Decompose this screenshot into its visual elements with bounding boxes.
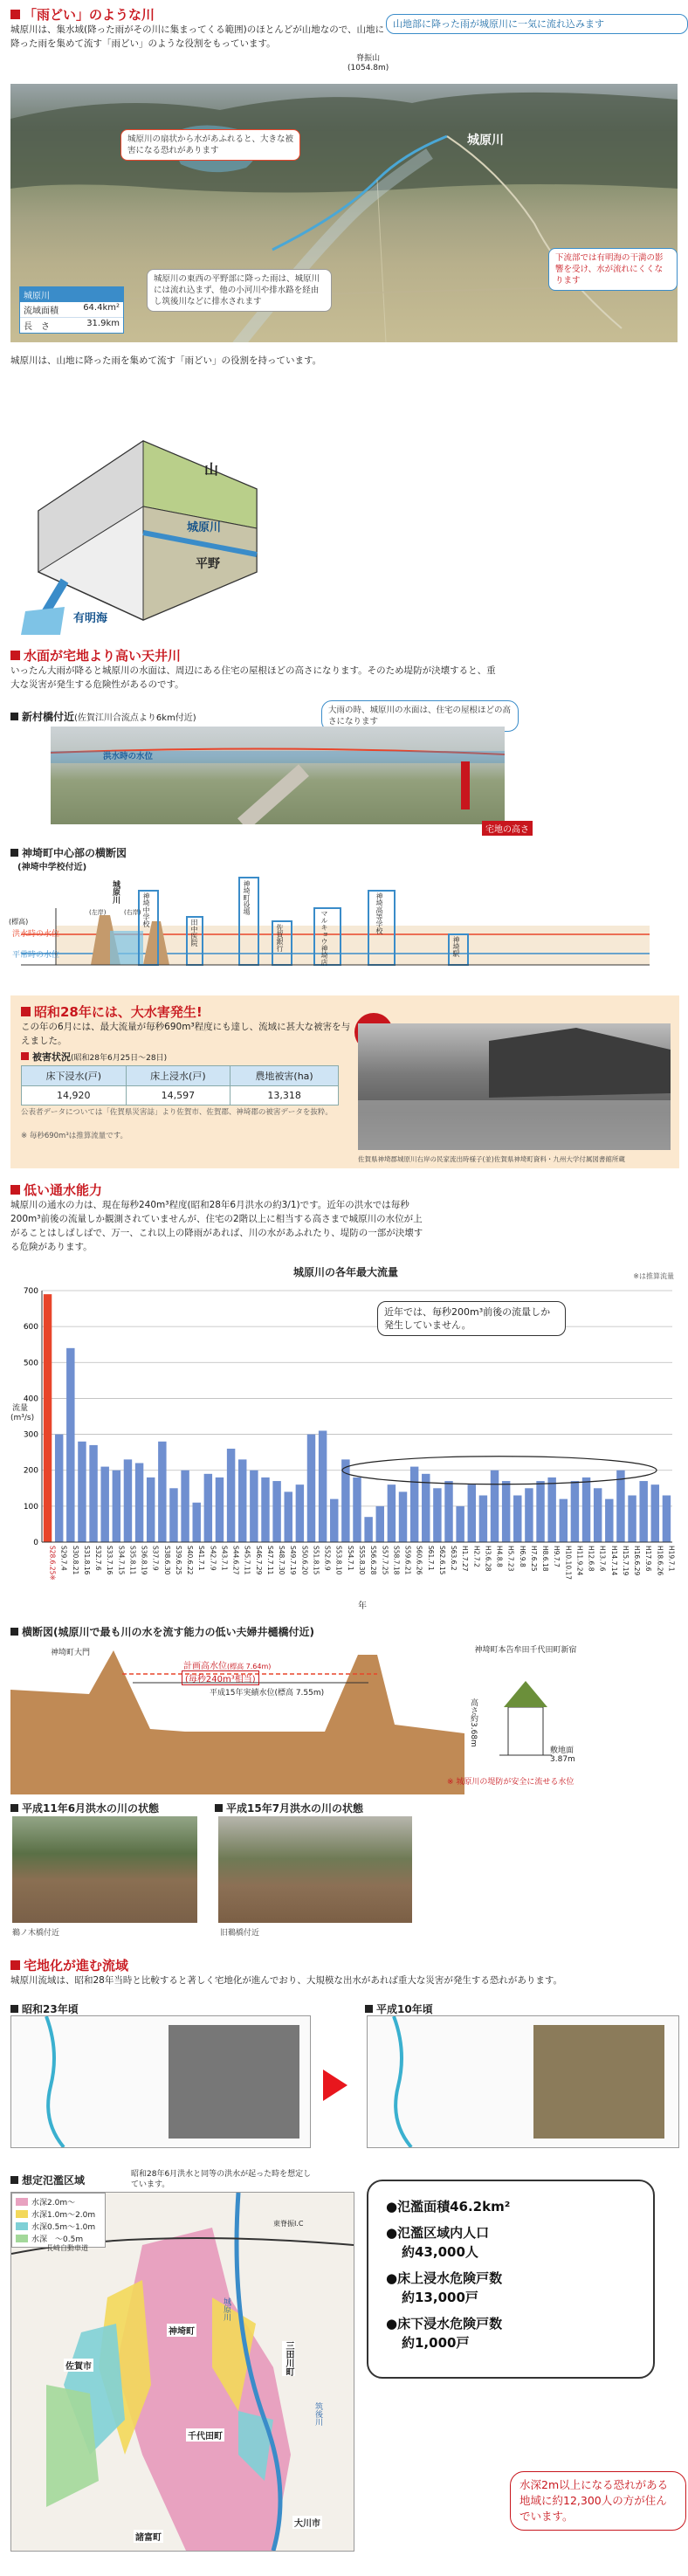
building-1: 田中医院	[190, 919, 198, 947]
damage-note-0: 公表者データについては「佐賀県災害誌」より佐賀市、佐賀郡、神埼郡の被害データを抜粋。	[21, 1108, 333, 1117]
chart-bar	[261, 1477, 269, 1542]
kanzaki-river-label: 城原川	[111, 880, 120, 904]
house-label-sea: 有明海	[73, 612, 108, 625]
red-callout: 水深2m以上になる恐れがある地域に約12,300人の方が住んでいます。	[510, 2471, 686, 2531]
chart-bar	[536, 1481, 544, 1542]
x-tick-label: S47.7.11	[265, 1546, 274, 1575]
chart-bar	[491, 1471, 499, 1542]
flood-map	[10, 2192, 354, 2552]
chart-bar	[169, 1488, 177, 1542]
stat-population-value: 約43,000人	[402, 2244, 478, 2260]
stats-header: 城原川	[20, 287, 123, 302]
chart-bar	[227, 1449, 235, 1542]
legend-item: 水深 〜0.5m	[16, 2233, 101, 2244]
damage-header: 床下浸水(戸)	[22, 1066, 127, 1086]
section-title-tenjo: 水面が宅地より高い天井川	[10, 646, 181, 665]
damage-value: 14,597	[126, 1086, 230, 1105]
x-tick-label: H3.6.28	[484, 1546, 492, 1572]
mountain-label: 脊振山 (1054.8m)	[347, 54, 389, 72]
aerial-caption: 城原川は、山地に降った雨を集めて流す「雨どい」の役割を持っています。	[10, 355, 322, 366]
subtitle-damage: 被害状況(昭和28年6月25日〜28日)	[21, 1050, 167, 1064]
chart-bar	[444, 1481, 452, 1542]
chart-bar	[55, 1435, 63, 1542]
y-tick-label: 200	[23, 1466, 38, 1476]
x-tick-label: S63.6.2	[450, 1546, 458, 1571]
chart-bar	[560, 1499, 568, 1542]
chart-bar	[238, 1459, 246, 1542]
x-tick-label: S42.7.9	[209, 1546, 217, 1571]
chart-bar	[181, 1471, 189, 1542]
photo2-title: 平成15年7月洪水の川の状態	[215, 1801, 363, 1815]
x-tick-label: S36.8.19	[140, 1546, 148, 1575]
x-tick-label: S29.7.4	[59, 1546, 68, 1571]
chart-ylabel: 流量(m³/s)	[10, 1404, 35, 1422]
x-tick-label: S57.7.25	[381, 1546, 389, 1575]
house-diagram	[12, 406, 274, 637]
map-new-title: 平成10年頃	[365, 2001, 433, 2016]
legend-swatch	[16, 2235, 28, 2242]
x-tick-label: H13.7.6	[598, 1546, 607, 1572]
x-tick-label: H9.7.7	[553, 1546, 561, 1567]
arrow-right-icon	[323, 2070, 347, 2101]
flood-map-note: 昭和28年6月洪水と同等の洪水が起った時を想定しています。	[131, 2170, 312, 2189]
flow-chart-svg	[10, 1280, 681, 1612]
section-body-amadoi: 城原川は、集水域(降った雨がその川に集まってくる範囲)のほとんどが山地なので、山地に降った雨を集めて流す「雨どい」のような役割をもっています。	[10, 24, 384, 49]
map-label-ic: 東脊振I.C	[273, 2220, 304, 2228]
chart-xlabel: 年	[358, 1601, 367, 1611]
damage-value: 14,920	[22, 1086, 127, 1105]
cross-right-label: 神埼町本告牟田千代田町新宿	[474, 1646, 577, 1655]
stat-area: ●氾濫面積46.2km²	[386, 2199, 511, 2214]
chart-bar	[216, 1477, 224, 1542]
y-tick-label: 0	[33, 1539, 38, 1547]
flood-photo-h11	[12, 1816, 197, 1923]
x-tick-label: S54.7.1	[346, 1546, 354, 1571]
callout-overflow: 城原川の扇状から水があふれると、大きな被害になる恐れがあります	[120, 129, 300, 161]
callout-mountain-rain: 山地部に降った雨が城原川に一気に流れ込みます	[386, 14, 688, 34]
chart-bar	[89, 1445, 97, 1542]
h15-level-label: 平成15年実績水位(標高 7.55m)	[210, 1689, 325, 1698]
x-tick-label: H19.7.1	[667, 1546, 676, 1572]
x-tick-label: S32.7.6	[94, 1546, 103, 1571]
x-tick-label: H15.7.19	[621, 1546, 630, 1576]
x-tick-label: S37.7.9	[151, 1546, 160, 1571]
map-label-expressway: 長崎自動車道	[46, 2244, 88, 2252]
chart-bar	[44, 1294, 52, 1542]
house-label-mountain: 山	[204, 461, 219, 478]
map-label-chiyoda: 千代田町	[186, 2428, 224, 2442]
chart-bar	[296, 1484, 304, 1542]
chart-bar	[330, 1499, 338, 1542]
showa28-photo-caption: 佐賀県神埼郡城原川右岸の民家流出時様子(並)佐賀県神埼町資料・九州大学付属図書館所蔵	[358, 1155, 625, 1163]
chart-bar	[192, 1503, 200, 1542]
chart-bar	[663, 1496, 671, 1542]
x-tick-label: S45.7.11	[243, 1546, 251, 1575]
subtitle-kanzaki-note: (神埼中学校付近)	[17, 863, 87, 872]
shinmura-photo	[51, 727, 505, 824]
photo1-caption: 鵜ノ木橋付近	[12, 1929, 60, 1938]
map-label-kanzaki: 神埼町	[167, 2324, 196, 2337]
chart-bar	[639, 1481, 647, 1542]
building-5: 神埼高等学校	[375, 892, 383, 934]
x-tick-label: H6.9.8	[518, 1546, 526, 1567]
x-tick-label: S40.6.22	[186, 1546, 195, 1575]
x-tick-label: H4.8.8	[495, 1546, 504, 1567]
chart-bar	[376, 1506, 384, 1542]
x-tick-label: H8.6.18	[541, 1546, 550, 1572]
chart-bar	[399, 1491, 407, 1542]
x-tick-label: S53.8.10	[334, 1546, 343, 1575]
callout-roof-height: 大雨の時、城原川の水面は、住宅の屋根ほどの高さになります	[321, 700, 519, 732]
photo1-title: 平成11年6月洪水の川の状態	[10, 1801, 159, 1815]
x-tick-label: S46.7.29	[254, 1546, 263, 1575]
damage-note-1: ※ 毎秒690m³は推算流量です。	[21, 1132, 128, 1140]
legend-item: 水深0.5m〜1.0m	[16, 2221, 101, 2232]
x-tick-label: H16.6.29	[633, 1546, 642, 1576]
flow-note: (毎秒240m³相当)	[182, 1670, 259, 1685]
legend-swatch	[16, 2222, 28, 2230]
y-tick-label: 400	[23, 1395, 38, 1404]
house-height-badge: 宅地の高さ	[482, 821, 533, 836]
stats-row-length: 長 さ 31.9km	[24, 319, 120, 332]
x-tick-label: S55.8.30	[358, 1546, 366, 1575]
flood-stats-box	[367, 2180, 655, 2379]
map-label-mitagawa: 三田川町	[284, 2341, 293, 2376]
x-tick-label: H12.6.8	[587, 1546, 595, 1572]
river-name-label: 城原川	[467, 134, 504, 148]
legend-item: 水深1.0m〜2.0m	[16, 2208, 101, 2220]
x-tick-label: S51.8.15	[312, 1546, 320, 1575]
building-4: マルキョウ神埼店	[320, 910, 328, 966]
chart-bar	[272, 1481, 280, 1542]
chart-bar	[353, 1477, 361, 1542]
chart-bar	[433, 1488, 441, 1542]
flood-legend	[11, 2193, 106, 2248]
chart-bar	[388, 1484, 396, 1542]
chart-bar	[410, 1467, 418, 1542]
chart-bar	[422, 1474, 430, 1542]
section-title-showa28: 昭和28年には、大水害発生!	[21, 1002, 203, 1021]
subtitle-kanzaki: 神埼町中心部の横断図	[10, 845, 127, 860]
ground-level-label: 敷地面3.87m	[550, 1746, 575, 1764]
x-tick-label: H7.6.25	[529, 1546, 538, 1572]
chart-bar	[319, 1430, 327, 1542]
flow-chart	[10, 1264, 681, 1614]
axis-unit-label: (標高)	[9, 918, 29, 926]
x-tick-label: S56.6.28	[369, 1546, 378, 1575]
section-body-tenjo: いったん大雨が降ると城原川の水面は、周辺にある住宅の屋根ほどの高さになります。そのため堤防が決壊すると、重大な災害が発生する危険性があるのです。	[10, 665, 496, 690]
chart-bar	[651, 1484, 659, 1542]
x-tick-label: S59.6.21	[403, 1546, 412, 1575]
map-old	[10, 2015, 311, 2148]
chart-bar	[364, 1517, 372, 1542]
kanzaki-cross-section	[9, 873, 650, 982]
section-body-capacity: 城原川の通水の力は、現在毎秒240m³程度(昭和28年6月洪水の約3/1)です。近年の洪水では毎秒200m³前後の流量しか観測されていませんが、住宅の2階以上に相当する高さまで城原川の水位が上がることはしばしばで、万一、これ以上の降雨があれば、川の水があふれたり、堤防の一部が決壊する危険があります。	[10, 1200, 423, 1252]
building-2: 神埼町役場	[243, 880, 251, 915]
bank-right: (右岸)	[124, 909, 141, 916]
chart-bar	[594, 1488, 602, 1542]
x-tick-label: S58.7.18	[392, 1546, 401, 1575]
showa28-photo	[358, 1023, 671, 1150]
x-tick-label: H10.10.17	[564, 1546, 573, 1581]
damage-table	[21, 1065, 339, 1105]
chart-bar	[513, 1496, 521, 1542]
stat-below-floor-value: 約1,000戸	[402, 2335, 470, 2351]
x-tick-label: S61.7.1	[426, 1546, 435, 1571]
x-tick-label: H5.7.23	[506, 1546, 515, 1572]
chart-bar	[78, 1442, 86, 1542]
cross-left-label: 神埼町大門	[51, 1649, 91, 1657]
x-tick-label: S38.6.30	[162, 1546, 171, 1575]
stats-row-area: 流域面積 64.4km²	[20, 302, 123, 318]
x-tick-label: S49.7.19	[289, 1546, 298, 1575]
map-label-chikugo: 筑後川	[313, 2402, 322, 2426]
building-6: 神埼駅	[452, 936, 460, 957]
building-0: 神埼中学校	[142, 892, 150, 927]
map-new	[367, 2015, 679, 2148]
chart-bar	[468, 1484, 476, 1542]
house-label-river: 城原川	[187, 521, 222, 534]
photo2-caption: 旧鵜橋付近	[220, 1929, 260, 1938]
legend-item: 水深2.0m〜	[16, 2196, 101, 2208]
stat-above-floor: ●床上浸水危険戸数	[386, 2270, 503, 2286]
chart-bar	[135, 1463, 143, 1542]
map-label-okawa: 大川市	[292, 2516, 322, 2529]
x-tick-label: H17.9.6	[644, 1546, 653, 1572]
chart-title: 城原川の各年最大流量	[292, 1266, 398, 1278]
x-tick-label: H2.7.2	[472, 1546, 481, 1567]
section-title-urban: 宅地化が進む流域	[10, 1956, 128, 1974]
stat-above-floor-value: 約13,000戸	[402, 2290, 478, 2305]
house-height-label: 高さ約3.68m	[469, 1698, 478, 1747]
chart-bar	[285, 1491, 292, 1542]
map-label-morodomi: 諸富町	[134, 2530, 163, 2543]
x-tick-label: S50.6.20	[300, 1546, 309, 1575]
kanzaki-flood-label: 洪水時の水位	[12, 930, 60, 939]
map-label-saga: 佐賀市	[64, 2359, 93, 2372]
y-tick-label: 100	[23, 1502, 38, 1512]
kanzaki-normal-label: 平常時の水位	[12, 951, 60, 960]
legend-swatch	[16, 2210, 28, 2218]
damage-value: 13,318	[230, 1086, 339, 1105]
chart-bar	[456, 1506, 464, 1542]
chart-bar	[66, 1348, 74, 1542]
section-title-capacity: 低い通水能力	[10, 1181, 102, 1199]
x-tick-label: S60.6.26	[415, 1546, 423, 1575]
bank-left: (左岸)	[89, 909, 107, 916]
map-old-title: 昭和23年頃	[10, 2001, 79, 2016]
section-title-amadoi: 「雨どい」のような川	[10, 5, 155, 24]
chart-bar	[582, 1477, 590, 1542]
x-tick-label: S31.8.16	[82, 1546, 91, 1575]
chart-bar	[307, 1435, 315, 1542]
section-body-urban: 城原川流域は、昭和28年当時と比較すると著しく宅地化が進んでおり、大規模な出水があれば重大な災害が発生する恐れがあります。	[10, 1975, 563, 1986]
chart-bar	[158, 1442, 166, 1542]
flood-photo-h15	[218, 1816, 412, 1923]
flood-map-title: 想定氾濫区域	[10, 2173, 85, 2187]
y-tick-label: 500	[23, 1359, 38, 1368]
x-tick-label: H18.6.26	[656, 1546, 664, 1576]
map-label-jobaru: 城原川	[222, 2297, 230, 2321]
x-tick-label: S34.7.15	[117, 1546, 126, 1575]
chart-bar	[204, 1474, 212, 1542]
chart-bar	[502, 1481, 510, 1542]
chart-bar	[147, 1477, 155, 1542]
stat-below-floor: ●床下浸水危険戸数	[386, 2316, 503, 2331]
y-tick-label: 700	[23, 1287, 38, 1296]
x-tick-label: S30.8.21	[71, 1546, 79, 1575]
stat-population: ●氾濫区域内人口	[386, 2225, 490, 2241]
chart-bar	[571, 1481, 579, 1542]
damage-header: 農地被害(ha)	[230, 1066, 339, 1086]
callout-tide: 下流部では有明海の干満の影響を受け、水が流れにくくなります	[548, 248, 678, 291]
chart-bar	[100, 1467, 108, 1542]
river-stats-box	[19, 286, 124, 334]
chart-bar	[628, 1496, 636, 1542]
legend-swatch	[16, 2198, 28, 2206]
x-tick-label: S48.7.30	[278, 1546, 286, 1575]
chart-bar	[113, 1471, 120, 1542]
section-body-showa28: この年の6月には、最大流量が毎秒690m³程度にも達し、流域に甚大な被害を与えました。	[21, 1022, 351, 1046]
x-tick-label: H11.9.24	[575, 1546, 584, 1576]
x-tick-label: S39.6.25	[174, 1546, 182, 1575]
chart-bar	[525, 1488, 533, 1542]
subtitle-cross: 横断図(城原川で最も川の水を流す能力の低い夫婦井樋橋付近)	[10, 1624, 314, 1639]
x-tick-label: S28.6.25※	[48, 1546, 57, 1581]
x-tick-label: H1.7.27	[461, 1546, 470, 1572]
x-tick-label: S33.7.16	[106, 1546, 114, 1575]
x-tick-label: S44.6.27	[231, 1546, 240, 1575]
shinmura-flood-label: 洪水時の水位	[103, 752, 154, 761]
chart-bar	[547, 1477, 555, 1542]
x-tick-label: S41.7.1	[197, 1546, 206, 1571]
chart-bar	[605, 1499, 613, 1542]
chart-bar	[124, 1459, 132, 1542]
chart-bar	[250, 1471, 258, 1542]
cross-footnote: ※ 城原川の堤防が安全に流せる水位	[447, 1778, 574, 1787]
x-tick-label: H14.7.14	[609, 1546, 618, 1576]
y-tick-label: 300	[23, 1430, 38, 1440]
chart-note: ※は推算流量	[633, 1272, 674, 1280]
chart-bar	[479, 1496, 487, 1542]
x-tick-label: S62.6.15	[437, 1546, 446, 1575]
cross-section-diagram	[10, 1646, 679, 1794]
x-tick-label: S52.6.9	[323, 1546, 332, 1571]
x-tick-label: S35.8.11	[128, 1546, 137, 1575]
house-label-plain: 平野	[196, 557, 220, 571]
plan-level-label: 計画高水位(標高 7.64m)	[183, 1662, 272, 1671]
building-3: 佐賀銀行	[276, 924, 284, 952]
y-tick-label: 600	[23, 1323, 38, 1333]
chart-bar	[616, 1471, 624, 1542]
damage-header: 床上浸水(戸)	[126, 1066, 230, 1086]
subtitle-shinmura: 新村橋付近(佐賀江川合流点より6km付近)	[10, 709, 196, 724]
callout-plain-drainage: 城原川の東西の平野部に降った雨は、城原川には流れ込まず、他の小河川や排水路を経由し筑後川などに排水されます	[147, 269, 332, 312]
x-tick-label: S43.7.1	[220, 1546, 229, 1571]
chart-callout: 近年では、毎秒200m³前後の流量しか発生していません。	[377, 1301, 566, 1336]
